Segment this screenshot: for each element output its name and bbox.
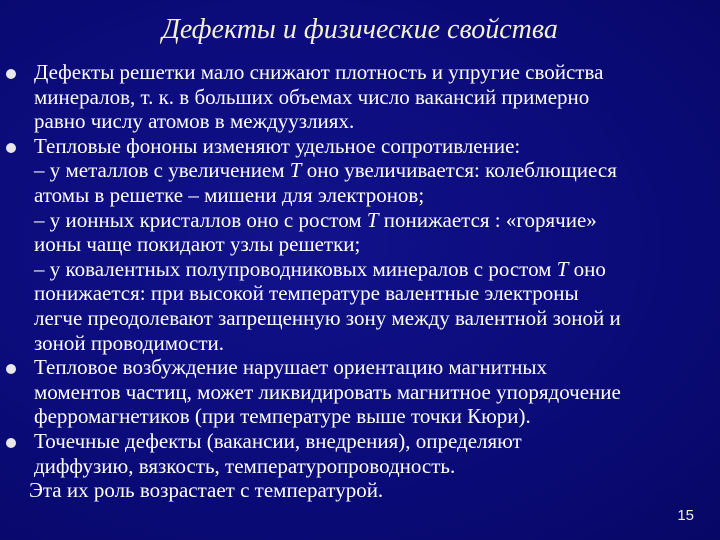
text-line: моментов частиц, может ликвидировать магнитное упорядочение [34, 379, 621, 404]
bullet-dot-icon [6, 438, 16, 448]
closing-line: Эта их роль возрастает с температурой. [29, 478, 384, 503]
bullet-item-1 [6, 60, 714, 134]
bullet-dot-icon [6, 69, 16, 79]
page-number: 15 [677, 507, 694, 524]
text-line: ионы чаще покидают узлы решетки; [34, 232, 361, 257]
bullet-item-2 [6, 134, 714, 355]
bullet-item-3 [6, 355, 714, 429]
bullet-dot-icon [6, 364, 16, 374]
text-line: равно числу атомов в междуузлиях. [34, 109, 355, 134]
slide-title: Дефекты и физические свойства [162, 14, 558, 45]
text-line: минералов, т. к. в больших объемах число вакансий примерно [34, 84, 590, 109]
text-line: ферромагнетиков (при температуре выше точки Кюри). [34, 404, 531, 429]
text-line: зоной проводимости. [34, 330, 225, 355]
text-line: легче преодолевают запрещенную зону между валентной зоной и [34, 305, 621, 330]
text-line: Тепловое возбуждение нарушает ориентацию магнитных [34, 355, 547, 380]
text-line: – у ионных кристаллов оно с ростом T понижается : «горячие» [34, 207, 597, 232]
text-line: Дефекты решетки мало снижают плотность и упругие свойства [34, 60, 604, 84]
slide-content [6, 60, 714, 503]
text-line: Точечные дефекты (вакансии, внедрения), определяют [34, 428, 522, 453]
text-line: – у металлов с увеличением T оно увеличивается: колеблющиеся [34, 158, 617, 183]
bullet-item-4 [6, 429, 714, 478]
text-line: Тепловые фононы изменяют удельное сопротивление: [34, 133, 521, 158]
text-line: диффузию, вязкость, температуропроводность. [34, 453, 456, 478]
text-line: – у ковалентных полупроводниковых минералов с ростом T оно [34, 256, 606, 281]
bullet-dot-icon [6, 143, 16, 153]
text-line: атомы в решетке – мишени для электронов; [34, 182, 425, 207]
text-line: понижается: при высокой температуре валентные электроны [34, 281, 579, 306]
